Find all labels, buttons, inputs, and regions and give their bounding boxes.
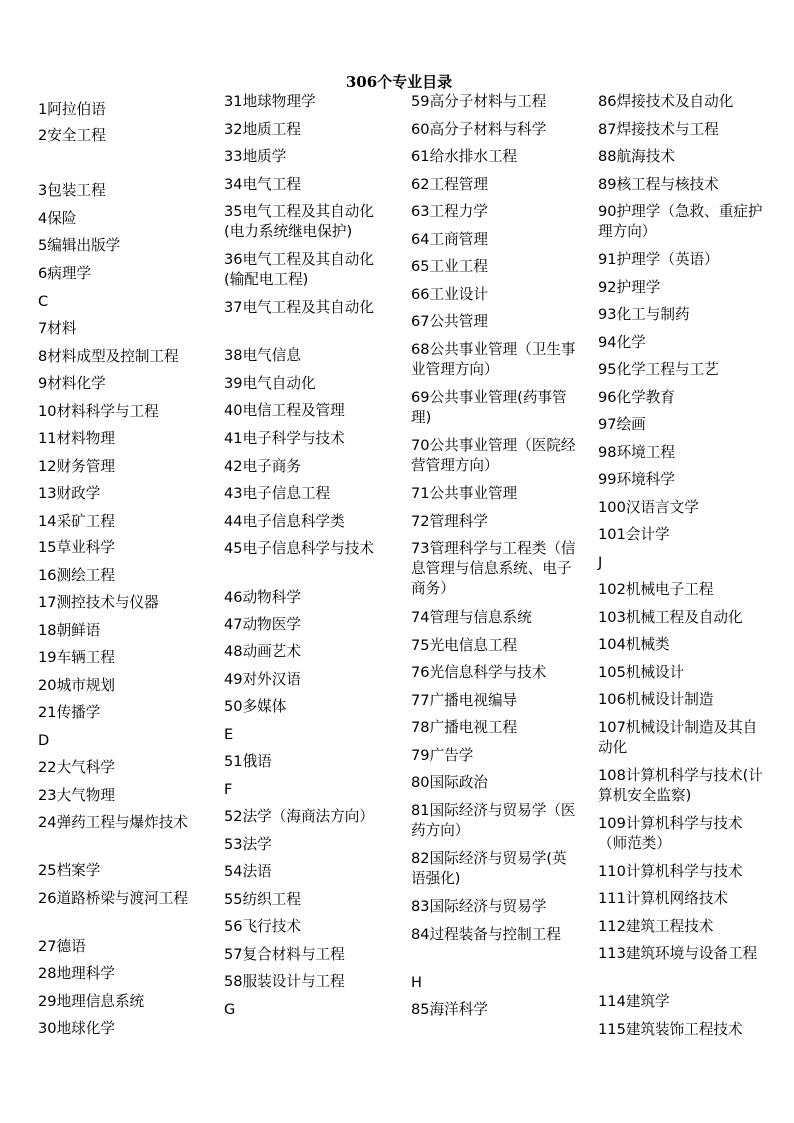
major-item: 54法语	[224, 863, 272, 880]
major-item: 110计算机科学与技术	[598, 863, 743, 880]
major-item: 52法学（海商法方向）	[224, 808, 374, 825]
major-item: 112建筑工程技术	[598, 918, 714, 935]
major-item: 43电子信息工程	[224, 485, 331, 502]
major-item: 97绘画	[598, 416, 646, 433]
major-item: 29地理信息系统	[38, 993, 145, 1010]
major-item: 23大气物理	[38, 787, 115, 804]
major-item: 19车辆工程	[38, 649, 115, 666]
major-item: 82国际经济与贸易学(英语强化)	[411, 850, 567, 887]
major-item: 61给水排水工程	[411, 148, 518, 165]
major-item: 67公共管理	[411, 313, 488, 330]
major-item: 56飞行技术	[224, 918, 301, 935]
major-item: 14采矿工程	[38, 513, 115, 530]
major-item: 95化学工程与工艺	[598, 361, 719, 378]
major-item: 17测控技术与仪器	[38, 594, 159, 611]
major-item: 100汉语言文学	[598, 499, 699, 516]
major-item: 20城市规划	[38, 677, 115, 694]
major-item: 49对外汉语	[224, 671, 301, 688]
major-item: 4保险	[38, 210, 77, 227]
major-item: 53法学	[224, 836, 272, 853]
major-item: 39电气自动化	[224, 375, 316, 392]
major-item: 31地球物理学	[224, 93, 316, 110]
major-item: 79广告学	[411, 747, 474, 764]
major-item: 44电子信息科学类	[224, 513, 345, 530]
major-item: 84过程装备与控制工程	[411, 926, 561, 943]
major-item: 30地球化学	[38, 1020, 115, 1037]
major-item: 106机械设计制造	[598, 691, 714, 708]
section-letter: F	[224, 781, 233, 798]
major-item: 33地质学	[224, 148, 287, 165]
major-item: 18朝鲜语	[38, 622, 101, 639]
major-item: 38电气信息	[224, 347, 301, 364]
major-item: 60高分子材料与科学	[411, 121, 547, 138]
major-item: 77广播电视编导	[411, 692, 518, 709]
major-item: 72管理科学	[411, 513, 488, 530]
major-item: 68公共事业管理（卫生事业管理方向）	[411, 341, 576, 378]
major-item: 114建筑学	[598, 993, 670, 1010]
major-item: 94化学	[598, 334, 646, 351]
major-item: 115建筑装饰工程技术	[598, 1021, 743, 1038]
major-item: 108计算机科学与技术(计算机安全监察)	[598, 767, 763, 804]
major-item: 109计算机科学与技术（师范类）	[598, 815, 743, 852]
major-item: 1阿拉伯语	[38, 101, 106, 118]
major-item: 58服装设计与工程	[224, 973, 345, 990]
major-item: 80国际政治	[411, 774, 488, 791]
major-item: 111计算机网络技术	[598, 890, 729, 907]
major-item: 78广播电视工程	[411, 719, 518, 736]
major-item: 103机械工程及自动化	[598, 609, 743, 626]
major-item: 6病理学	[38, 265, 92, 282]
major-item: 48动画艺术	[224, 643, 301, 660]
major-item: 10材料科学与工程	[38, 403, 159, 420]
major-item: 98环境工程	[598, 444, 675, 461]
major-item: 40电信工程及管理	[224, 402, 345, 419]
major-item: 21传播学	[38, 704, 101, 721]
major-item: 34电气工程	[224, 176, 301, 193]
major-item: 86焊接技术及自动化	[598, 93, 734, 110]
major-item: 5编辑出版学	[38, 237, 121, 254]
major-item: 88航海技术	[598, 148, 675, 165]
major-item: 15草业科学	[38, 539, 115, 556]
major-item: 3包装工程	[38, 182, 106, 199]
major-item: 101会计学	[598, 526, 670, 543]
major-item: 13财政学	[38, 485, 101, 502]
major-item: 41电子科学与技术	[224, 430, 345, 447]
major-item: 65工业工程	[411, 258, 488, 275]
major-item: 92护理学	[598, 279, 661, 296]
major-item: 57复合材料与工程	[224, 946, 345, 963]
major-item: 9材料化学	[38, 375, 106, 392]
page-title: 306个专业目录	[345, 73, 453, 91]
major-item: 35电气工程及其自动化(电力系统继电保护)	[224, 203, 374, 240]
major-item: 63工程力学	[411, 203, 488, 220]
major-item: 91护理学（英语）	[598, 251, 719, 268]
major-item: 74管理与信息系统	[411, 609, 532, 626]
major-item: 87焊接技术与工程	[598, 121, 719, 138]
major-item: 64工商管理	[411, 231, 488, 248]
section-letter: J	[598, 554, 603, 571]
major-item: 66工业设计	[411, 286, 488, 303]
major-item: 96化学教育	[598, 389, 675, 406]
major-item: 37电气工程及其自动化	[224, 299, 374, 316]
major-item: 62工程管理	[411, 176, 488, 193]
major-item: 83国际经济与贸易学	[411, 898, 547, 915]
major-item: 42电子商务	[224, 458, 301, 475]
major-item: 47动物医学	[224, 616, 301, 633]
major-item: 22大气科学	[38, 759, 115, 776]
major-item: 102机械电子工程	[598, 581, 714, 598]
section-letter: C	[38, 293, 49, 310]
major-item: 36电气工程及其自动化(输配电工程)	[224, 251, 374, 288]
major-item: 89核工程与核技术	[598, 176, 719, 193]
major-item: 24弹药工程与爆炸技术	[38, 814, 188, 831]
major-item: 2安全工程	[38, 127, 106, 144]
major-item: 8材料成型及控制工程	[38, 348, 179, 365]
major-item: 93化工与制药	[598, 306, 690, 323]
section-letter: D	[38, 732, 50, 749]
major-item: 27德语	[38, 938, 86, 955]
major-item: 99环境科学	[598, 471, 675, 488]
section-letter: G	[224, 1001, 236, 1018]
major-item: 69公共事业管理(药事管理)	[411, 389, 567, 426]
major-item: 28地理科学	[38, 965, 115, 982]
major-item: 25档案学	[38, 862, 101, 879]
major-item: 11材料物理	[38, 430, 115, 447]
major-item: 107机械设计制造及其自动化	[598, 719, 758, 756]
major-item: 104机械类	[598, 636, 670, 653]
major-item: 32地质工程	[224, 121, 301, 138]
major-item: 90护理学（急救、重症护理方向）	[598, 203, 763, 240]
major-item: 75光电信息工程	[411, 637, 518, 654]
major-item: 73管理科学与工程类（信息管理与信息系统、电子商务）	[411, 540, 576, 597]
major-item: 16测绘工程	[38, 567, 115, 584]
major-item: 46动物科学	[224, 589, 301, 606]
major-item: 12财务管理	[38, 458, 115, 475]
major-item: 45电子信息科学与技术	[224, 540, 374, 557]
section-letter: H	[411, 974, 422, 991]
major-item: 70公共事业管理（医院经营管理方向）	[411, 437, 576, 474]
major-item: 76光信息科学与技术	[411, 664, 547, 681]
section-letter: E	[224, 726, 234, 743]
major-item: 26道路桥梁与渡河工程	[38, 890, 188, 907]
major-item: 85海洋科学	[411, 1001, 488, 1018]
major-item: 51俄语	[224, 753, 272, 770]
major-item: 81国际经济与贸易学（医药方向）	[411, 802, 576, 839]
major-item: 105机械设计	[598, 664, 685, 681]
major-item: 71公共事业管理	[411, 485, 518, 502]
major-item: 50多媒体	[224, 698, 287, 715]
major-item: 7材料	[38, 320, 77, 337]
major-item: 55纺织工程	[224, 891, 301, 908]
major-item: 59高分子材料与工程	[411, 93, 547, 110]
major-item: 113建筑环境与设备工程	[598, 945, 758, 962]
